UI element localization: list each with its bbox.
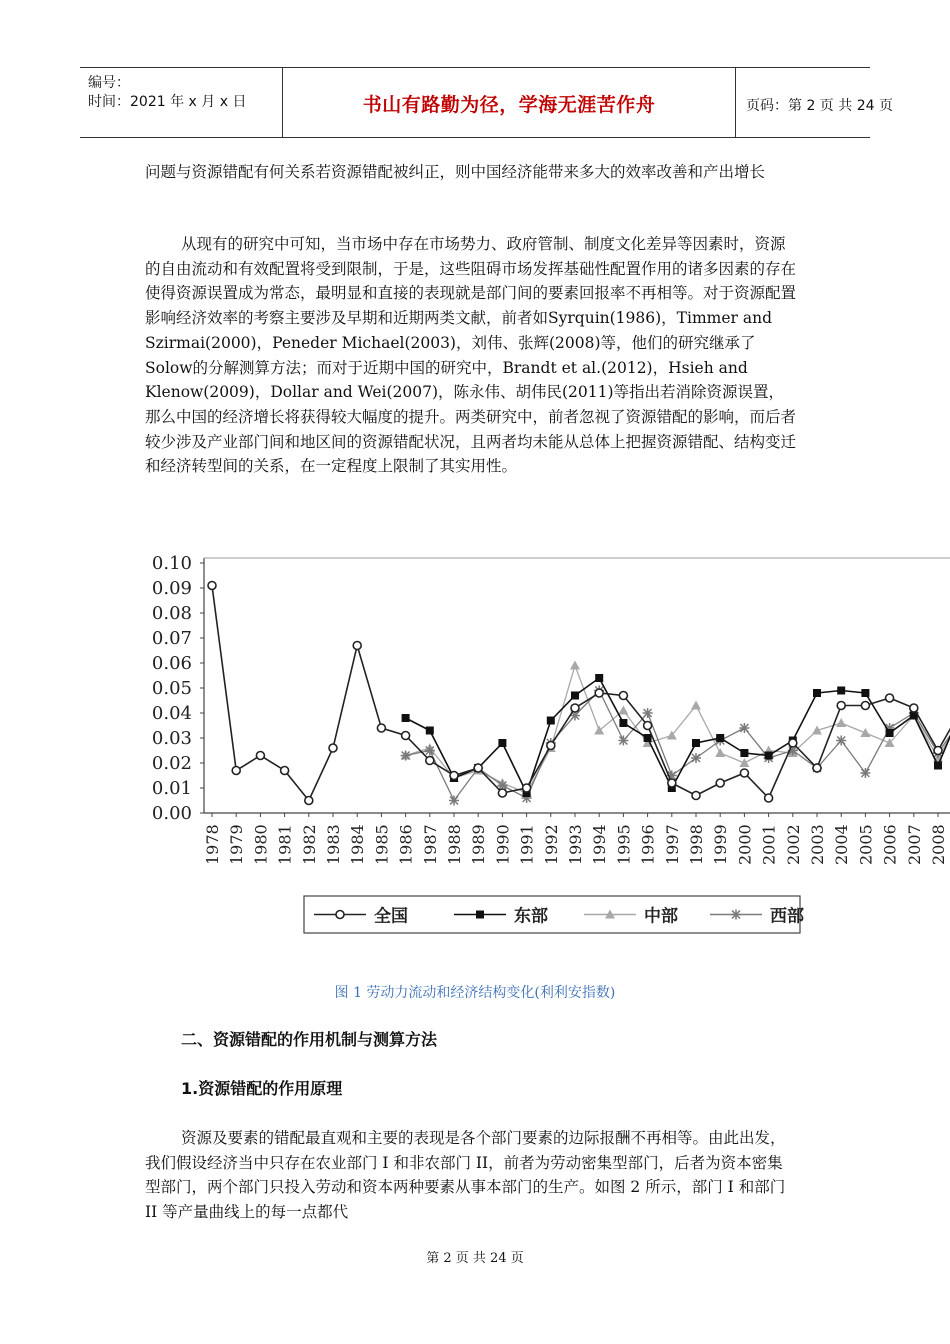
figure-caption: 图 1 劳动力流动和经济结构变化(利利安指数) — [334, 985, 616, 1001]
data-point-3 — [836, 736, 846, 746]
data-point-0 — [934, 747, 942, 755]
data-point-0 — [426, 757, 434, 765]
data-point-0 — [692, 792, 700, 800]
document-date-label: 时间：2021 年 x 月 x 日 — [88, 94, 247, 110]
data-point-1 — [426, 727, 434, 735]
data-point-0 — [208, 582, 216, 590]
x-tick-label: 1983 — [324, 824, 343, 865]
legend-marker — [476, 911, 484, 919]
data-point-1 — [619, 719, 627, 727]
legend-label: 西部 — [770, 906, 804, 927]
y-tick-label: 0.07 — [151, 628, 192, 649]
y-tick-label: 0.04 — [151, 703, 192, 724]
header-motto-cell — [282, 68, 736, 137]
page-header — [80, 67, 893, 138]
x-tick-label: 1993 — [566, 824, 585, 865]
data-point-3 — [739, 723, 749, 733]
data-point-3 — [425, 746, 435, 756]
x-tick-label: 1979 — [227, 824, 247, 865]
data-point-0 — [740, 769, 748, 777]
x-tick-label: 1982 — [299, 824, 319, 865]
x-tick-label: 1987 — [420, 824, 440, 865]
labor-flow-line-chart — [140, 550, 950, 940]
data-point-0 — [619, 692, 627, 700]
data-point-0 — [498, 789, 506, 797]
data-point-1 — [765, 752, 773, 760]
x-tick-label: 1978 — [203, 824, 222, 865]
data-point-0 — [329, 744, 337, 752]
subsection-heading: 1.资源错配的作用原理 — [181, 1079, 343, 1098]
data-point-2 — [691, 701, 701, 710]
data-point-3 — [401, 751, 411, 761]
data-point-3 — [618, 736, 628, 746]
legend-label: 全国 — [374, 906, 408, 927]
x-tick-label: 2008 — [929, 824, 948, 865]
x-tick-label: 1984 — [348, 824, 368, 865]
data-point-0 — [813, 764, 821, 772]
y-tick-label: 0.10 — [151, 553, 192, 574]
data-point-2 — [570, 661, 580, 670]
data-point-3 — [860, 768, 870, 778]
header-meta-cell — [80, 68, 282, 137]
data-point-0 — [789, 739, 797, 747]
data-point-1 — [547, 717, 555, 725]
x-tick-label: 1986 — [396, 824, 416, 865]
y-tick-label: 0.08 — [151, 603, 192, 624]
data-point-0 — [232, 767, 240, 775]
paragraph-2: 从现有的研究中可知，当市场中存在市场势力、政府管制、制度文化差异等因素时，资源的自由流动和有效配置将受到限制，于是，这些阻碍市场发挥基础性配置作用的诸多因素的存在使得资源误置成为常态，最明显和直接的表现就是部门间的要素回报率不再相等。对于资源配置影响经济效率的考察主要涉及早期和近期两类文献，前者如Syrquin(1986)，Timmer and Szirmai(2000)，Peneder Michael(2003)，刘伟、张辉(2008)等，他们的研究继承了Solow的分解测算方法；而对于近期中国的研究中，Brandt et al.(2012)，Hsieh and Klenow(2009)，Dollar and Wei(2007)，陈永伟、胡伟民(2011)等指出若消除资源误置，那么中国的经济增长将获得较大幅度的提升。两类研究中，前者忽视了资源错配的影响，而后者较少涉及产业部门间和地区间的资源错配状况，且两者均未能从总体上把握资源错配、结构变迁和经济转型间的关系，在一定程度上限制了其实用性。 — [145, 235, 797, 476]
data-point-0 — [402, 732, 410, 740]
page-footer: 第 2 页 共 24 页 — [426, 1251, 524, 1266]
y-tick-label: 0.09 — [151, 578, 192, 599]
legend-marker — [336, 911, 344, 919]
data-point-2 — [739, 758, 749, 767]
x-tick-label: 1980 — [251, 824, 271, 865]
data-point-3 — [449, 796, 459, 806]
data-point-2 — [836, 718, 846, 727]
data-point-1 — [934, 762, 942, 770]
y-tick-label: 0.02 — [151, 753, 192, 774]
data-point-3 — [643, 708, 653, 718]
x-tick-label: 2001 — [759, 824, 779, 865]
x-tick-label: 2005 — [856, 824, 876, 865]
data-point-1 — [861, 689, 869, 697]
data-point-0 — [474, 764, 482, 772]
y-tick-label: 0.00 — [151, 803, 192, 824]
data-point-2 — [860, 728, 870, 737]
header-page-cell — [734, 68, 893, 137]
legend-label: 东部 — [514, 906, 548, 927]
x-tick-label: 1991 — [517, 824, 537, 865]
data-point-1 — [813, 689, 821, 697]
data-point-1 — [692, 739, 700, 747]
x-tick-label: 1996 — [638, 824, 658, 865]
y-tick-label: 0.06 — [151, 653, 192, 674]
data-point-2 — [618, 706, 628, 715]
data-point-1 — [571, 692, 579, 700]
data-point-1 — [740, 749, 748, 757]
data-point-1 — [716, 734, 724, 742]
x-tick-label: 2007 — [904, 824, 924, 865]
legend-marker — [731, 910, 741, 920]
x-tick-label: 1998 — [687, 824, 706, 865]
data-point-0 — [886, 694, 894, 702]
data-point-0 — [668, 779, 676, 787]
data-point-0 — [305, 797, 313, 805]
data-point-0 — [716, 779, 724, 787]
paragraph-1: 问题与资源错配有何关系若资源错配被纠正，则中国经济能带来多大的效率改善和产出增长 — [145, 163, 766, 181]
x-tick-label: 2002 — [783, 824, 803, 865]
data-point-0 — [837, 702, 845, 710]
data-point-1 — [886, 729, 894, 737]
data-point-0 — [765, 794, 773, 802]
data-point-1 — [837, 687, 845, 695]
section-heading: 二、资源错配的作用机制与测算方法 — [181, 1030, 438, 1049]
data-point-1 — [498, 739, 506, 747]
x-tick-label: 1999 — [711, 824, 731, 865]
data-point-1 — [644, 734, 652, 742]
document-number-label: 编号： — [88, 75, 130, 91]
x-tick-label: 1990 — [493, 824, 513, 865]
legend-label: 中部 — [644, 906, 678, 927]
data-point-0 — [547, 742, 555, 750]
x-tick-label: 1997 — [662, 824, 682, 865]
x-tick-label: 2000 — [735, 824, 755, 865]
x-tick-label: 1988 — [445, 824, 464, 865]
data-point-0 — [595, 689, 603, 697]
x-tick-label: 1989 — [469, 824, 489, 865]
x-tick-label: 1981 — [275, 824, 295, 865]
data-point-0 — [861, 702, 869, 710]
y-tick-label: 0.01 — [151, 778, 192, 799]
data-point-1 — [402, 714, 410, 722]
data-point-0 — [450, 772, 458, 780]
data-point-0 — [353, 642, 361, 650]
data-point-0 — [377, 724, 385, 732]
x-tick-label: 1995 — [614, 824, 634, 865]
x-tick-label: 2006 — [880, 824, 900, 865]
x-tick-label: 1994 — [590, 824, 610, 865]
paragraph-3: 资源及要素的错配最直观和主要的表现是各个部门要素的边际报酬不再相等。由此出发，我们假设经济当中只存在农业部门 I 和非农部门 II，前者为劳动密集型部门，后者为资本密集型部门，两个部门只投入劳动和资本两种要素从事本部门的生产。如图 2 所示，部门 I 和部门 II 等产量曲线上的每一点都代 — [145, 1129, 786, 1222]
x-tick-label: 2003 — [808, 824, 827, 865]
data-point-1 — [595, 674, 603, 682]
data-point-0 — [571, 704, 579, 712]
x-tick-label: 1985 — [372, 824, 392, 865]
data-point-3 — [691, 753, 701, 763]
header-motto: 书山有路勤为径，学海无涯苦作舟 — [362, 94, 656, 116]
y-tick-label: 0.05 — [151, 678, 192, 699]
data-point-0 — [910, 704, 918, 712]
x-tick-label: 2004 — [832, 824, 852, 865]
x-tick-label: 1992 — [541, 824, 561, 865]
header-page-number: 页码：第 2 页 共 24 页 — [746, 98, 893, 114]
data-point-2 — [715, 748, 725, 757]
data-point-0 — [523, 784, 531, 792]
data-point-0 — [256, 752, 264, 760]
data-point-0 — [644, 722, 652, 730]
y-tick-label: 0.03 — [151, 728, 192, 749]
data-point-0 — [281, 767, 289, 775]
